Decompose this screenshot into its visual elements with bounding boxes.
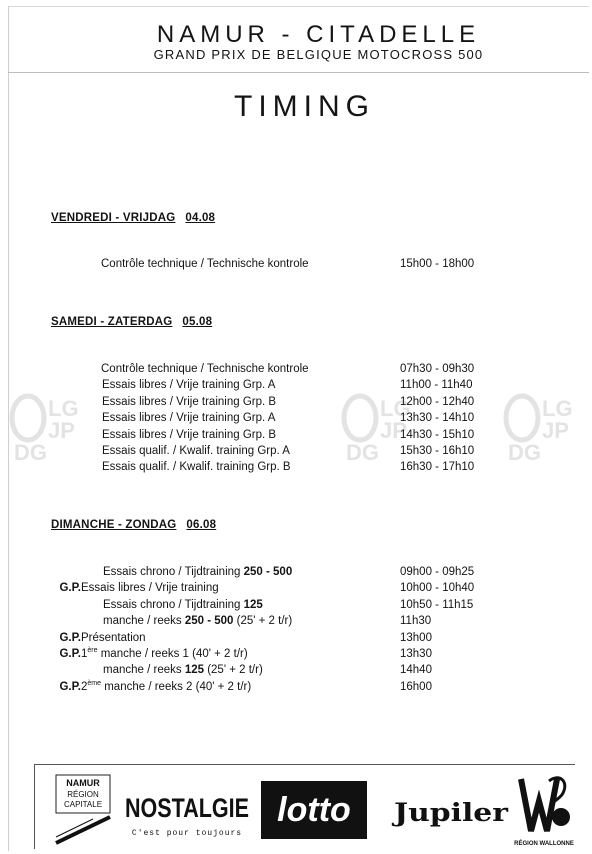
activity: Contrôle technique / Technische kontrole [101, 363, 309, 375]
time: 13h30 - 14h10 [400, 412, 475, 424]
day-date: 05.08 [182, 316, 213, 328]
class-label: 125 [243, 599, 263, 611]
activity: Essais qualif. / Kwalif. training Grp. A [102, 445, 290, 457]
day-label: DIMANCHE - ZONDAG [51, 519, 177, 531]
activity: Essais libres / Vrije training [81, 582, 219, 594]
day-date: 04.08 [185, 212, 216, 224]
time: 14h30 - 15h10 [400, 429, 475, 441]
lotto-logo [261, 781, 367, 839]
time: 11h00 - 11h40 [400, 379, 473, 391]
class-label: 125 [184, 664, 205, 676]
time: 14h40 [400, 664, 432, 676]
watermark-text-lg: LG [48, 396, 79, 421]
schedule-row [0, 564, 589, 580]
wallonne-word: RÉGION WALLONNE [514, 841, 574, 847]
activity: Essais libres / Vrije training Grp. B [102, 396, 277, 408]
schedule-row [0, 597, 589, 613]
activity [103, 613, 292, 629]
schedule-row [0, 459, 589, 475]
schedule-row [0, 410, 589, 426]
activity: Essais libres / Vrije training Grp. A [102, 412, 276, 424]
schedule-row [0, 679, 589, 695]
activity: Essais libres / Vrije training Grp. A [102, 379, 276, 391]
time: 07h30 - 09h30 [400, 363, 475, 375]
day-heading-sunday [51, 519, 216, 531]
activity: Essais libres / Vrije training Grp. B [102, 429, 277, 441]
capitale-word: CAPITALE [63, 800, 103, 809]
activity [103, 597, 263, 613]
header-divider [8, 72, 589, 73]
lotto-word: lotto [277, 791, 351, 829]
header-subtitle: GRAND PRIX DE BELGIQUE MOTOCROSS 500 [153, 47, 484, 62]
activity-text: manche / reeks [103, 664, 185, 676]
watermark-text-lg: LG [542, 396, 573, 421]
region-word: RÉGION [67, 790, 99, 799]
namur-region-logo [53, 773, 113, 845]
watermark-text-jp: JP [48, 418, 75, 443]
header [8, 22, 589, 62]
schedule-row [0, 377, 589, 393]
watermark-text-lg: LG [380, 396, 411, 421]
activity: Contrôle technique / Technische kontrole [101, 258, 309, 270]
activity-text: Essais chrono / Tijdtraining [103, 599, 244, 611]
activity-text: manche / reeks 1 (40' + 2 t/r) [97, 648, 248, 660]
ordinal: 1 [81, 648, 88, 660]
class-label: 250 - 500 [184, 615, 234, 627]
schedule-row [0, 580, 589, 596]
day-heading-friday [51, 212, 215, 224]
activity-text: manche / reeks [103, 615, 185, 627]
activity [81, 646, 248, 662]
watermark-text-dg: DG [508, 440, 541, 465]
time: 10h00 - 10h40 [400, 582, 475, 594]
watermark-text-dg: DG [14, 440, 47, 465]
schedule-row [0, 361, 589, 377]
ordinal: 2 [81, 681, 88, 693]
day-heading-saturday [51, 316, 212, 328]
jupiler-word: Jupiler [391, 798, 509, 827]
header-title: NAMUR - CITADELLE [156, 21, 481, 48]
time: 16h30 - 17h10 [400, 461, 475, 473]
activity-extra: (25' + 2 t/r) [204, 664, 263, 676]
watermark-text-jp: JP [542, 418, 569, 443]
time: 12h00 - 12h40 [400, 396, 475, 408]
watermark-text-jp: JP [380, 418, 407, 443]
activity [103, 564, 292, 580]
time: 13h00 [400, 632, 432, 644]
schedule-row [0, 443, 589, 459]
day-label: SAMEDI - ZATERDAG [51, 316, 173, 328]
gp-label: G.P. [59, 681, 81, 693]
region-wallonne-logo [515, 771, 573, 849]
day-date: 06.08 [186, 519, 217, 531]
time: 16h00 [400, 681, 432, 693]
ordinal-suffix: ème [87, 680, 102, 688]
gp-label: G.P. [59, 648, 81, 660]
schedule-row [0, 662, 589, 678]
time: 11h30 [400, 615, 432, 627]
activity-text: manche / reeks 2 (40' + 2 t/r) [101, 681, 252, 693]
activity: Essais qualif. / Kwalif. training Grp. B [102, 461, 291, 473]
activity [81, 679, 251, 695]
nostalgie-tagline: C'est pour toujours [131, 829, 243, 838]
watermark-text-dg: DG [346, 440, 379, 465]
activity-text: Essais chrono / Tijdtraining [103, 566, 244, 578]
schedule-row [0, 646, 589, 662]
class-label: 250 - 500 [243, 566, 293, 578]
time: 09h00 - 09h25 [400, 566, 475, 578]
time: 15h00 - 18h00 [400, 258, 475, 270]
schedule-row [0, 256, 589, 272]
namur-word: NAMUR [66, 778, 100, 788]
time: 13h30 [400, 648, 432, 660]
schedule-row [0, 613, 589, 629]
sponsor-bar [34, 764, 575, 849]
nostalgie-logo [123, 783, 251, 843]
activity: Présentation [81, 632, 146, 644]
schedule-row [0, 427, 589, 443]
gp-label: G.P. [59, 632, 81, 644]
nostalgie-word: NOSTALGIE [125, 793, 249, 823]
time: 10h50 - 11h15 [400, 599, 474, 611]
activity [103, 662, 263, 678]
jupiler-logo [391, 793, 511, 833]
time: 15h30 - 16h10 [400, 445, 475, 457]
page-title: TIMING [234, 90, 375, 123]
day-label: VENDREDI - VRIJDAG [51, 212, 176, 224]
gp-label: G.P. [59, 582, 81, 594]
activity-extra: (25' + 2 t/r) [233, 615, 293, 627]
schedule-row [0, 630, 589, 646]
ordinal-suffix: ère [87, 647, 98, 655]
schedule-row [0, 394, 589, 410]
